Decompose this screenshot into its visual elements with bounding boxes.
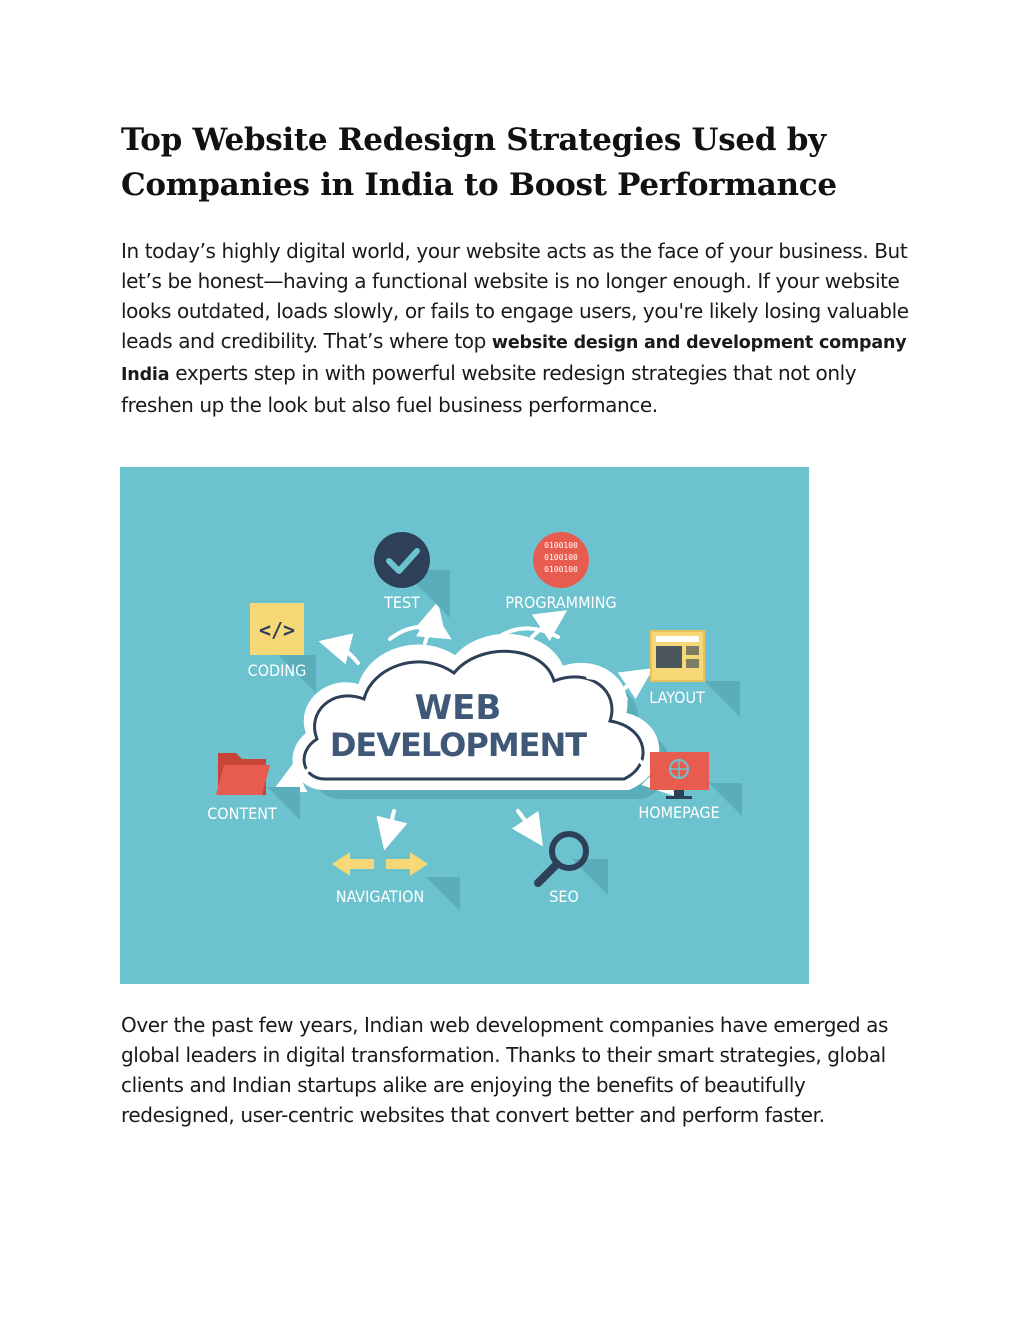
article-title: Top Website Redesign Strategies Used by Companies in India to Boost Performance (121, 122, 837, 203)
svg-text:0100100: 0100100 (544, 565, 578, 574)
intro-text-end: experts step in with powerful website redesign strategies that not only freshen up the look but also fuel business performance. (121, 361, 857, 417)
label-programming: PROGRAMMING (505, 593, 617, 612)
svg-text:</>: </> (258, 618, 296, 642)
label-content: CONTENT (207, 804, 277, 823)
label-test: TEST (384, 593, 420, 612)
label-homepage: HOMEPAGE (638, 803, 720, 822)
cloud-title-web: WEB (414, 688, 502, 728)
label-layout: LAYOUT (649, 688, 705, 707)
programming-binary-icon (533, 532, 589, 588)
intro-bold-phrase: website design and development company India (121, 333, 907, 385)
web-development-illustration (120, 467, 809, 984)
seo-magnifier-icon (538, 834, 608, 895)
label-navigation: NAVIGATION (335, 887, 425, 906)
label-seo: SEO (549, 887, 579, 906)
svg-text:0100100: 0100100 (544, 553, 578, 562)
cloud-title-development: DEVELOPMENT (329, 726, 587, 764)
svg-text:0100100: 0100100 (544, 541, 578, 550)
label-coding: CODING (247, 661, 307, 680)
illustration-svg (120, 467, 809, 984)
intro-text-start: In today’s highly digital world, your website acts as the face of your business. But let’s be honest—having a functional website is no longer enough. If your website looks outdated, loads slowly, or fails to engage users, you're likely losing valuable leads and credibility. That’s where top (121, 239, 909, 353)
closing-paragraph: Over the past few years, Indian web development companies have emerged as global leaders in digital transformation. Thanks to their smart strategies, global clients and Indian startups alike are enjoying the benefits of beautifully redesigned, user-centric websites that convert better and perform faster. (121, 1013, 889, 1127)
intro-paragraph (121, 236, 911, 420)
